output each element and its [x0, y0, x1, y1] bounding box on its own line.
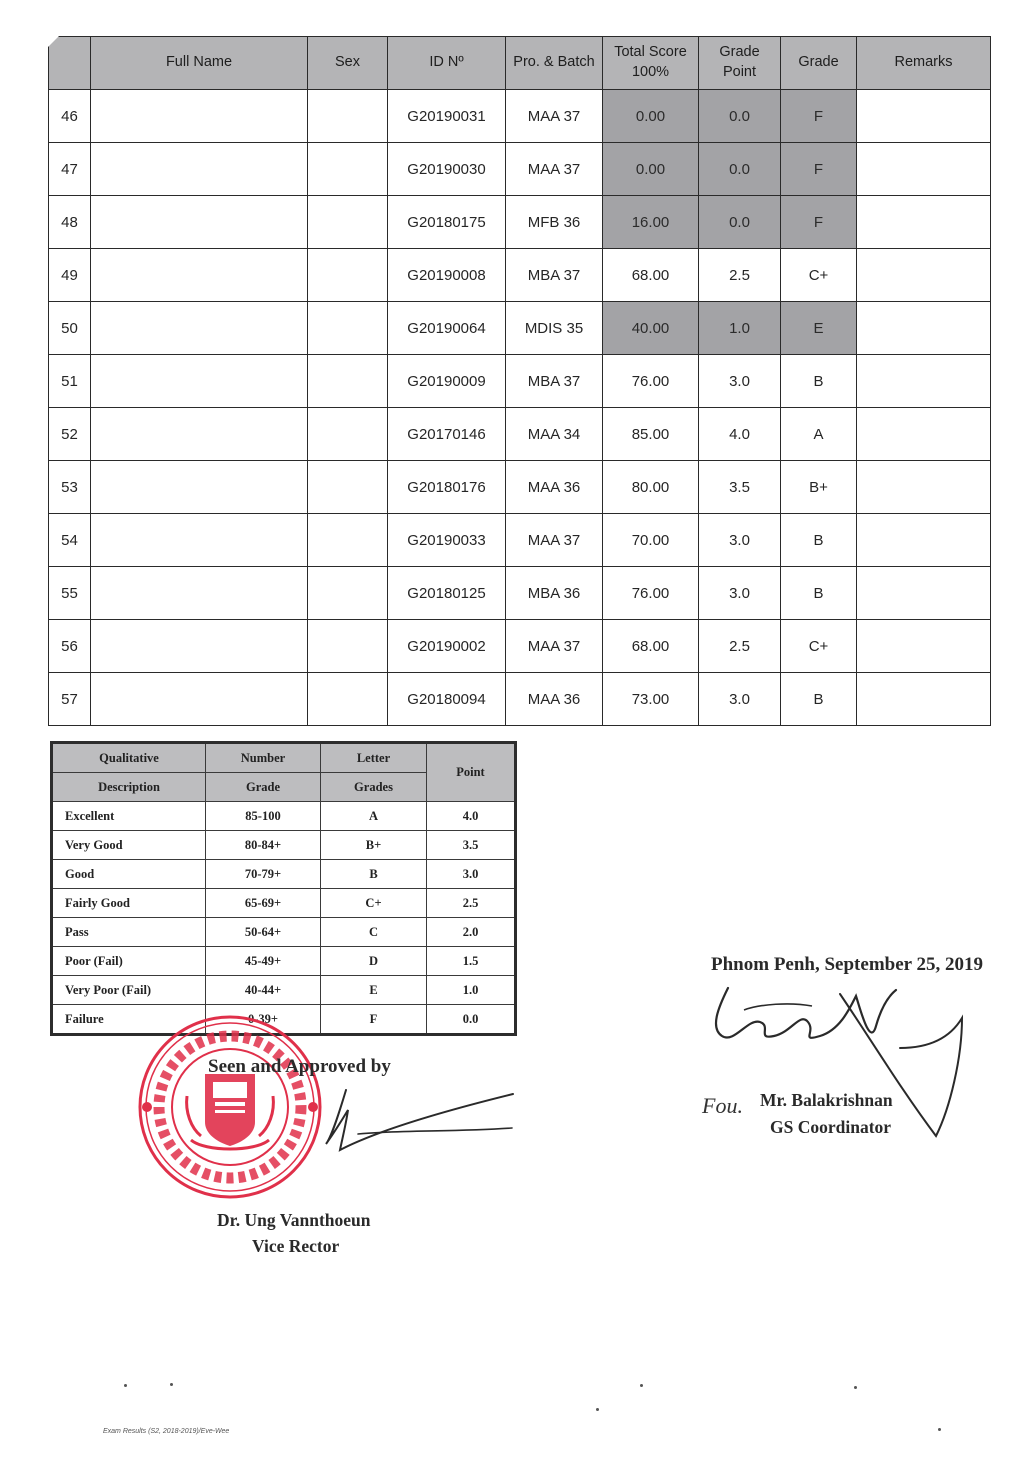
program-batch-cell: MAA 37 — [506, 90, 603, 143]
results-row — [49, 567, 991, 620]
qualitative-description-cell: Good — [52, 860, 206, 889]
grade-cell: B — [781, 514, 857, 567]
row-number: 51 — [49, 355, 91, 408]
header-total-score-line2: 100% — [631, 64, 670, 80]
letter-grade-cell: C+ — [321, 889, 427, 918]
scan-speck — [170, 1383, 173, 1386]
header-qualitative: Qualitative — [52, 743, 206, 773]
grade-point-cell: 3.0 — [699, 673, 781, 726]
remarks-cell — [857, 620, 991, 673]
program-batch-cell: MAA 37 — [506, 620, 603, 673]
letter-grade-cell: C — [321, 918, 427, 947]
sex-cell — [308, 196, 388, 249]
full-name-cell — [91, 620, 308, 673]
grade-point-cell: 3.0 — [699, 355, 781, 408]
row-number: 55 — [49, 567, 91, 620]
grade-point-cell: 1.0 — [699, 302, 781, 355]
full-name-cell — [91, 673, 308, 726]
letter-grade-cell: B+ — [321, 831, 427, 860]
rector-name: Dr. Ung Vannthoeun — [217, 1210, 371, 1230]
grade-point-cell: 4.0 — [699, 408, 781, 461]
sex-cell — [308, 355, 388, 408]
row-number: 57 — [49, 673, 91, 726]
grading-key-row — [52, 918, 516, 947]
remarks-cell — [857, 302, 991, 355]
letter-grade-cell: D — [321, 947, 427, 976]
grading-key-row — [52, 831, 516, 860]
number-grade-cell: 40-44+ — [206, 976, 321, 1005]
full-name-cell — [91, 461, 308, 514]
grade-point-cell: 0.0 — [699, 90, 781, 143]
header-grade-point-line2: Point — [722, 64, 757, 80]
full-name-cell — [91, 249, 308, 302]
header-grade: Grade — [781, 37, 857, 90]
grade-cell: C+ — [781, 249, 857, 302]
student-id-cell: G20180094 — [388, 673, 506, 726]
grading-key-table — [50, 741, 517, 1036]
rector-signature — [318, 1080, 518, 1160]
sex-cell — [308, 514, 388, 567]
point-cell: 0.0 — [427, 1005, 516, 1035]
remarks-cell — [857, 567, 991, 620]
results-row — [49, 673, 991, 726]
scan-speck — [640, 1384, 643, 1387]
grading-key-header-row-1 — [52, 743, 516, 773]
header-letter-grades: Grades — [321, 773, 427, 802]
point-cell: 2.5 — [427, 889, 516, 918]
grade-cell: B — [781, 673, 857, 726]
point-cell: 4.0 — [427, 802, 516, 831]
full-name-cell — [91, 90, 308, 143]
results-body — [49, 90, 991, 726]
sex-cell — [308, 143, 388, 196]
results-row — [49, 302, 991, 355]
remarks-cell — [857, 143, 991, 196]
coordinator-title: GS Coordinator — [770, 1117, 892, 1137]
grade-cell: B — [781, 567, 857, 620]
sex-cell — [308, 249, 388, 302]
grading-key-row — [52, 860, 516, 889]
qualitative-description-cell: Failure — [52, 1005, 206, 1035]
number-grade-cell: 45-49+ — [206, 947, 321, 976]
remarks-cell — [857, 355, 991, 408]
student-id-cell: G20180175 — [388, 196, 506, 249]
sex-cell — [308, 90, 388, 143]
student-id-cell: G20170146 — [388, 408, 506, 461]
remarks-cell — [857, 196, 991, 249]
header-full-name: Full Name — [91, 37, 308, 90]
number-grade-cell: 70-79+ — [206, 860, 321, 889]
grade-cell: B — [781, 355, 857, 408]
remarks-cell — [857, 514, 991, 567]
row-number: 56 — [49, 620, 91, 673]
grade-cell: B+ — [781, 461, 857, 514]
for-mark: Fou. — [702, 1093, 743, 1118]
rector-title: Vice Rector — [252, 1236, 340, 1256]
full-name-cell — [91, 355, 308, 408]
coordinator-name: Mr. Balakrishnan — [760, 1090, 893, 1110]
full-name-cell — [91, 302, 308, 355]
grade-cell: A — [781, 408, 857, 461]
student-id-cell: G20190030 — [388, 143, 506, 196]
program-batch-cell: MAA 34 — [506, 408, 603, 461]
results-row — [49, 408, 991, 461]
header-id-no: ID Nº — [388, 37, 506, 90]
header-sex: Sex — [308, 37, 388, 90]
header-grade-point-line1: Grade — [719, 44, 760, 61]
number-grade-cell: 0-39+ — [206, 1005, 321, 1035]
number-grade-cell: 80-84+ — [206, 831, 321, 860]
letter-grade-cell: E — [321, 976, 427, 1005]
grading-key-row — [52, 889, 516, 918]
header-number: Number — [206, 743, 321, 773]
results-row — [49, 90, 991, 143]
total-score-cell: 68.00 — [603, 249, 699, 302]
program-batch-cell: MBA 36 — [506, 567, 603, 620]
point-cell: 1.5 — [427, 947, 516, 976]
sex-cell — [308, 567, 388, 620]
program-batch-cell: MBA 37 — [506, 249, 603, 302]
row-number: 54 — [49, 514, 91, 567]
results-row — [49, 461, 991, 514]
results-table — [48, 36, 991, 726]
qualitative-description-cell: Excellent — [52, 802, 206, 831]
grading-key-row — [52, 976, 516, 1005]
row-number: 46 — [49, 90, 91, 143]
header-remarks: Remarks — [857, 37, 991, 90]
grade-point-cell: 2.5 — [699, 249, 781, 302]
row-number: 53 — [49, 461, 91, 514]
student-id-cell: G20180176 — [388, 461, 506, 514]
grading-key-body — [52, 802, 516, 1035]
grade-point-cell: 0.0 — [699, 196, 781, 249]
number-grade-cell: 65-69+ — [206, 889, 321, 918]
full-name-cell — [91, 143, 308, 196]
student-id-cell: G20190009 — [388, 355, 506, 408]
grade-cell: F — [781, 90, 857, 143]
header-description: Description — [52, 773, 206, 802]
results-row — [49, 143, 991, 196]
student-id-cell: G20190031 — [388, 90, 506, 143]
student-id-cell: G20190064 — [388, 302, 506, 355]
program-batch-cell: MAA 36 — [506, 461, 603, 514]
header-number-grade: Grade — [206, 773, 321, 802]
program-batch-cell: MDIS 35 — [506, 302, 603, 355]
grade-cell: F — [781, 143, 857, 196]
total-score-cell: 0.00 — [603, 143, 699, 196]
total-score-cell: 70.00 — [603, 514, 699, 567]
row-number: 50 — [49, 302, 91, 355]
grade-cell: C+ — [781, 620, 857, 673]
program-batch-cell: MAA 36 — [506, 673, 603, 726]
point-cell: 3.5 — [427, 831, 516, 860]
sex-cell — [308, 302, 388, 355]
header-grade-point — [699, 37, 781, 90]
total-score-cell: 16.00 — [603, 196, 699, 249]
scan-speck — [124, 1384, 127, 1387]
program-batch-cell: MFB 36 — [506, 196, 603, 249]
remarks-cell — [857, 90, 991, 143]
program-batch-cell: MAA 37 — [506, 143, 603, 196]
remarks-cell — [857, 461, 991, 514]
results-row — [49, 196, 991, 249]
number-grade-cell: 85-100 — [206, 802, 321, 831]
grade-cell: E — [781, 302, 857, 355]
total-score-cell: 76.00 — [603, 567, 699, 620]
full-name-cell — [91, 567, 308, 620]
grading-key-row — [52, 802, 516, 831]
number-grade-cell: 50-64+ — [206, 918, 321, 947]
sex-cell — [308, 620, 388, 673]
total-score-cell: 80.00 — [603, 461, 699, 514]
folded-corner — [0, 0, 95, 95]
grade-point-cell: 3.5 — [699, 461, 781, 514]
student-id-cell: G20190002 — [388, 620, 506, 673]
footer-reference: Exam Results (S2, 2018-2019)/Eve-Wee — [103, 1428, 230, 1435]
header-letter: Letter — [321, 743, 427, 773]
row-number: 49 — [49, 249, 91, 302]
full-name-cell — [91, 196, 308, 249]
results-row — [49, 620, 991, 673]
point-cell: 3.0 — [427, 860, 516, 889]
approved-label: Seen and Approved by — [208, 1056, 391, 1077]
total-score-cell: 68.00 — [603, 620, 699, 673]
sex-cell — [308, 408, 388, 461]
student-id-cell: G20190008 — [388, 249, 506, 302]
grading-key-row — [52, 947, 516, 976]
remarks-cell — [857, 249, 991, 302]
total-score-cell: 0.00 — [603, 90, 699, 143]
sex-cell — [308, 673, 388, 726]
total-score-cell: 73.00 — [603, 673, 699, 726]
results-row — [49, 514, 991, 567]
scan-speck — [854, 1386, 857, 1389]
remarks-cell — [857, 408, 991, 461]
student-id-cell: G20180125 — [388, 567, 506, 620]
university-seal-stamp — [135, 1012, 325, 1202]
place-date: Phnom Penh, September 25, 2019 — [711, 954, 983, 975]
program-batch-cell: MAA 37 — [506, 514, 603, 567]
full-name-cell — [91, 408, 308, 461]
header-total-score-line1: Total Score — [614, 44, 687, 61]
qualitative-description-cell: Fairly Good — [52, 889, 206, 918]
qualitative-description-cell: Poor (Fail) — [52, 947, 206, 976]
header-total-score — [603, 37, 699, 90]
qualitative-description-cell: Pass — [52, 918, 206, 947]
scan-speck — [596, 1408, 599, 1411]
qualitative-description-cell: Very Good — [52, 831, 206, 860]
grade-point-cell: 3.0 — [699, 567, 781, 620]
grade-point-cell: 3.0 — [699, 514, 781, 567]
grade-point-cell: 0.0 — [699, 143, 781, 196]
results-header-row — [49, 37, 991, 90]
letter-grade-cell: B — [321, 860, 427, 889]
letter-grade-cell: A — [321, 802, 427, 831]
results-row — [49, 249, 991, 302]
letter-grade-cell: F — [321, 1005, 427, 1035]
qualitative-description-cell: Very Poor (Fail) — [52, 976, 206, 1005]
sex-cell — [308, 461, 388, 514]
scan-speck — [938, 1428, 941, 1431]
point-cell: 1.0 — [427, 976, 516, 1005]
grade-point-cell: 2.5 — [699, 620, 781, 673]
grade-cell: F — [781, 196, 857, 249]
program-batch-cell: MBA 37 — [506, 355, 603, 408]
results-row — [49, 355, 991, 408]
remarks-cell — [857, 673, 991, 726]
point-cell: 2.0 — [427, 918, 516, 947]
total-score-cell: 40.00 — [603, 302, 699, 355]
row-number: 48 — [49, 196, 91, 249]
full-name-cell — [91, 514, 308, 567]
row-number: 47 — [49, 143, 91, 196]
total-score-cell: 76.00 — [603, 355, 699, 408]
header-point: Point — [427, 743, 516, 802]
header-program-batch: Pro. & Batch — [506, 37, 603, 90]
row-number: 52 — [49, 408, 91, 461]
total-score-cell: 85.00 — [603, 408, 699, 461]
student-id-cell: G20190033 — [388, 514, 506, 567]
